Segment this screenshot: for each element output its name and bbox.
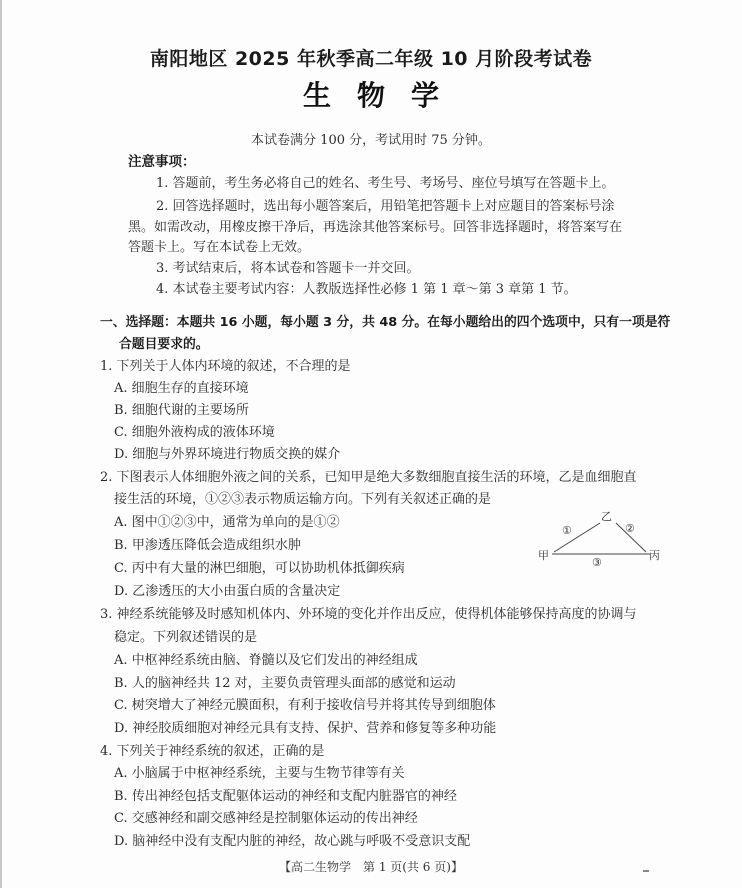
question-3-option-d: D. 神经胶质细胞对神经元具有支持、保护、营养和修复等多种功能 (114, 721, 497, 736)
note-item-2-cont2: 答题卡上。写在本试卷上无效。 (128, 240, 311, 255)
page-footer: 【高二生物学 第 1 页(共 6 页)】 (279, 860, 463, 874)
question-2-option-b: B. 甲渗透压降低会造成组织水肿 (114, 538, 301, 553)
label-arrow-2: ② (625, 522, 635, 535)
section-heading: 一、选择题：本题共 16 小题，每小题 3 分，共 48 分。在每小题给出的四个选项中，只有一项是符 (100, 315, 671, 330)
question-4-option-c: C. 交感神经和副交感神经是控制躯体运动的传出神经 (114, 811, 418, 826)
question-1-option-b: B. 细胞代谢的主要场所 (114, 403, 249, 418)
question-3-option-a: A. 中枢神经系统由脑、脊髓以及它们发出的神经组成 (114, 653, 418, 668)
label-yi: 乙 (601, 510, 612, 523)
note-item-1: 1. 答题前，考生务必将自己的姓名、考生号、考场号、座位号填写在答题卡上。 (156, 176, 615, 191)
body-fluid-diagram (530, 510, 680, 575)
section-heading-cont: 合题目要求的。 (119, 337, 209, 352)
note-item-3: 3. 考试结束后，将本试卷和答题卡一并交回。 (156, 261, 420, 276)
scan-mark (643, 870, 649, 872)
question-1-option-c: C. 细胞外液构成的液体环境 (114, 425, 275, 440)
question-4-option-b: B. 传出神经包括支配躯体运动的神经和支配内脏器官的神经 (114, 789, 457, 804)
label-arrow-3: ③ (592, 556, 602, 569)
question-2-option-a: A. 图中①②③中，通常为单向的是①② (114, 515, 340, 530)
question-1-stem: 1. 下列关于人体内环境的叙述，不合理的是 (100, 359, 351, 374)
label-jia: 甲 (538, 549, 549, 562)
question-2-stem-cont: 接生活的环境，①②③表示物质运输方向。下列有关叙述正确的是 (114, 492, 492, 507)
question-3-option-b: B. 人的脑神经共 12 对，主要负责管理头面部的感觉和运动 (114, 676, 456, 691)
question-2-option-d: D. 乙渗透压的大小由蛋白质的含量决定 (114, 584, 341, 599)
question-4-stem: 4. 下列关于神经系统的叙述，正确的是 (100, 744, 325, 759)
question-3-option-c: C. 树突增大了神经元膜面积，有利于接收信号并将其传导到细胞体 (114, 698, 496, 713)
label-bing: 丙 (649, 549, 660, 562)
question-1-option-d: D. 细胞与外界环境进行物质交换的媒介 (114, 447, 341, 462)
note-item-2-cont: 黑。如需改动，用橡皮擦干净后，再选涂其他答案标号。回答非选择题时，将答案写在 (128, 220, 623, 235)
question-2-option-c: C. 丙中有大量的淋巴细胞，可以协助机体抵御疾病 (114, 561, 405, 576)
question-1-option-a: A. 细胞生存的直接环境 (114, 381, 249, 396)
subject-title: 生物学 (302, 79, 465, 112)
note-item-4: 4. 本试卷主要考试内容：人教版选择性必修 1 第 1 章～第 3 章第 1 节。 (156, 282, 577, 297)
exam-title: 南阳地区 2025 年秋季高二年级 10 月阶段考试卷 (149, 48, 593, 70)
question-4-option-d: D. 脑神经中没有支配内脏的神经，故心跳与呼吸不受意识支配 (114, 834, 471, 849)
note-item-2: 2. 回答选择题时，选出每小题答案后，用铅笔把答题卡上对应题目的答案标号涂 (156, 199, 615, 214)
notes-heading: 注意事项： (128, 154, 196, 170)
question-3-stem: 3. 神经系统能够及时感知机体内、外环境的变化并作出反应，使得机体能够保持高度的协调与 (100, 607, 637, 622)
question-3-stem-cont: 稳定。下列叙述错误的是 (114, 630, 258, 645)
question-4-option-a: A. 小脑属于中枢神经系统，主要与生物节律等有关 (114, 766, 405, 781)
label-arrow-1: ① (562, 524, 572, 537)
question-2-stem: 2. 下图表示人体细胞外液之间的关系，已知甲是绝大多数细胞直接生活的环境，乙是血细胞直 (100, 470, 637, 485)
exam-info: 本试卷满分 100 分，考试用时 75 分钟。 (251, 133, 491, 148)
